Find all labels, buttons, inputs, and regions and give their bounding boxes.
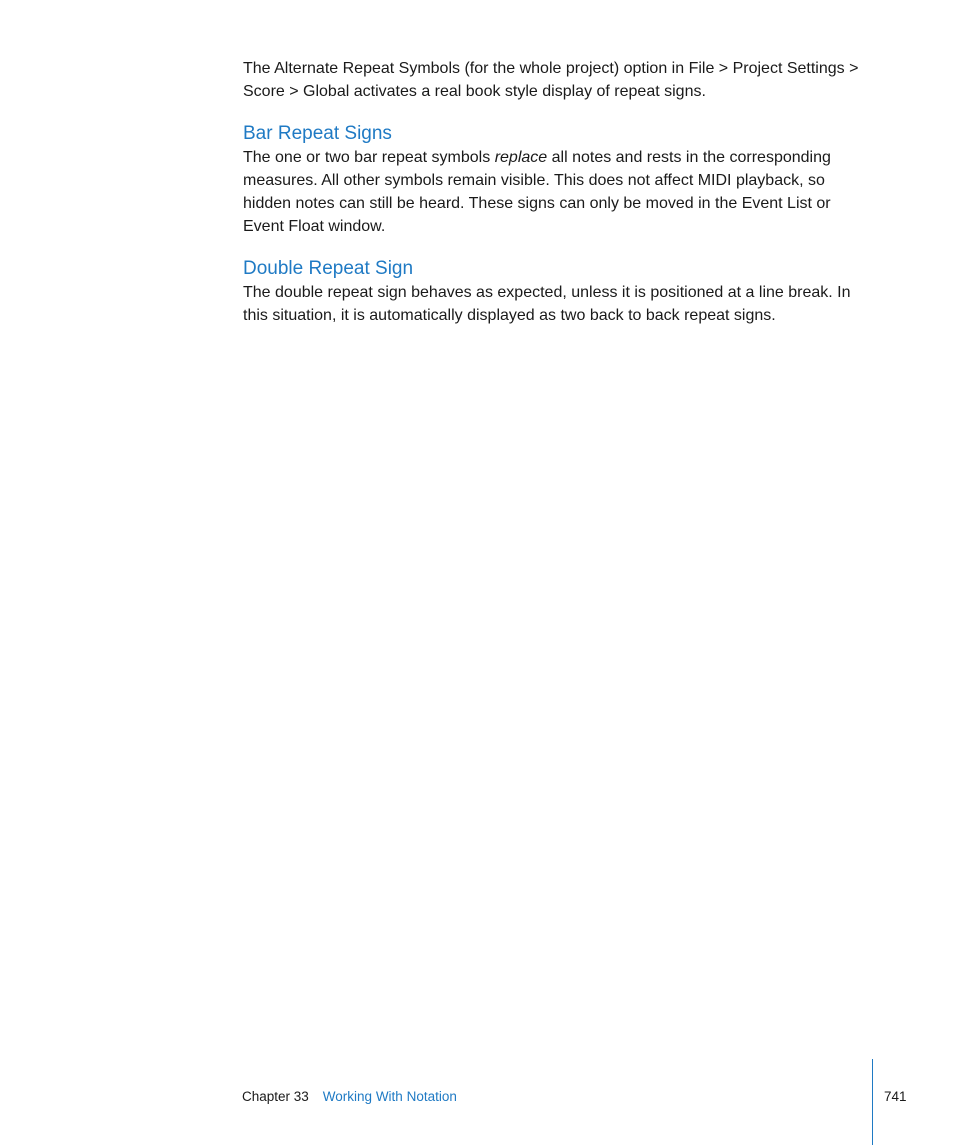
footer-chapter-label: Chapter 33 — [242, 1089, 309, 1104]
page-number: 741 — [884, 1089, 907, 1104]
footer-divider — [872, 1059, 873, 1145]
page-content — [243, 57, 873, 327]
footer-chapter-title: Working With Notation — [322, 1089, 457, 1104]
double-repeat-sign-paragraph: The double repeat sign behaves as expected, unless it is positioned at a line break. In this situation, it is automatically displayed as two back to back repeat signs. — [243, 284, 851, 324]
page-footer — [242, 1088, 457, 1106]
bar-repeat-signs-paragraph — [243, 146, 873, 238]
bar-repeat-emphasis: replace — [494, 149, 548, 166]
bar-repeat-text-after: all notes and rests in the corresponding measures. All other symbols remain visible. This does not affect MIDI playback, so hidden notes can still be heard. These signs can only be moved in the Event List or Event Float window. — [243, 149, 831, 235]
bar-repeat-text-before: The one or two bar repeat symbols — [243, 149, 495, 166]
intro-paragraph: The Alternate Repeat Symbols (for the whole project) option in File > Project Settings > Score > Global activates a real book style display of repeat signs. — [243, 60, 859, 100]
bar-repeat-signs-heading: Bar Repeat Signs — [243, 123, 392, 144]
double-repeat-sign-heading: Double Repeat Sign — [243, 258, 414, 279]
